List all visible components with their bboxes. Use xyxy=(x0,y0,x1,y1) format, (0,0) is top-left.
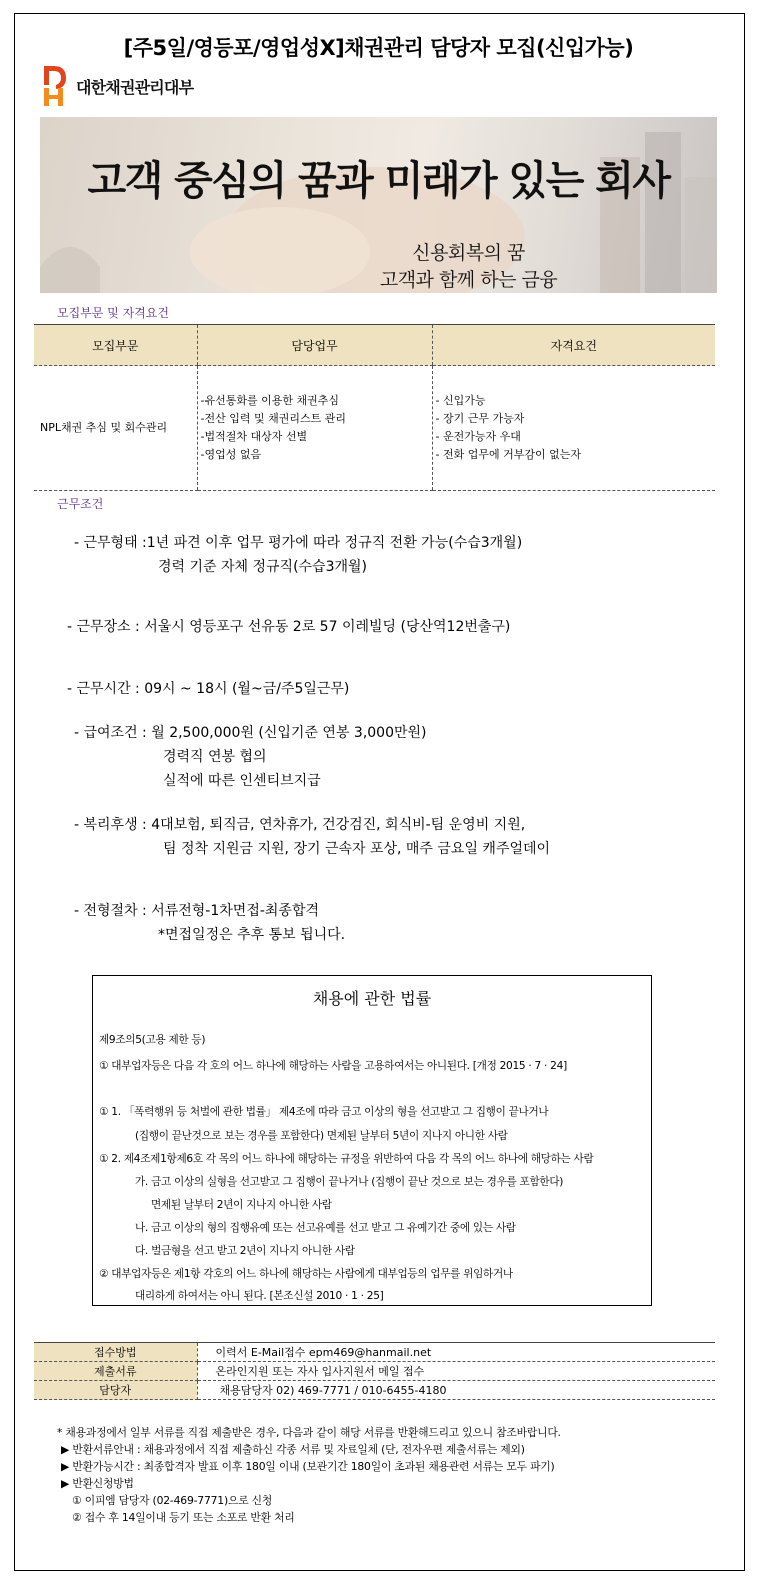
documents-value: 온라인지원 또는 자사 입사지원서 메일 접수 xyxy=(197,1362,715,1381)
page-title: [주5일/영등포/영업성X]채권관리 담당자 모집(신입가능) xyxy=(123,36,634,60)
documents-label: 제출서류 xyxy=(34,1362,197,1381)
work-type-detail: 경력 기준 자체 정규직(수습3개월) xyxy=(158,559,367,575)
welfare: - 복리후생 : 4대보험, 퇴직금, 연차휴가, 건강검진, 회식비-팀 운영비 지원, xyxy=(74,817,526,833)
application-table xyxy=(34,1342,715,1400)
duty-item: -유선통화를 이용한 채권추심 xyxy=(200,394,339,407)
qualifications-cell xyxy=(432,366,715,491)
duty-item: -영업성 없음 xyxy=(200,448,262,461)
salary: - 급여조건 : 월 2,500,000원 (신입기준 연봉 3,000만원) xyxy=(74,725,427,741)
law-line: ① 1. 「폭력행위 등 처벌에 관한 법률」 제4조에 따라 금고 이상의 형을 선고받고 그 집행이 끝나거나 xyxy=(99,1106,549,1118)
law-line: ① 2. 제4조제1항제6호 각 목의 어느 하나에 해당하는 규정을 위반하여 다음 각 목의 어느 하나에 해당하는 사람 xyxy=(99,1153,594,1165)
law-title: 채용에 관한 법률 xyxy=(312,989,432,1008)
law-line: ① 대부업자등은 다음 각 호의 어느 하나에 해당하는 사람을 고용하여서는 아니된다. [개정 2015 · 7 · 24] xyxy=(99,1060,567,1072)
notice-line: ① 이피엠 담당자 (02-469-7771)으로 신청 xyxy=(72,1494,273,1507)
law-line: 가. 금고 이상의 실형을 선고받고 그 집행이 끝나거나 (집행이 끝난 것으로 보는 경우를 포함한다) xyxy=(135,1176,564,1188)
salary-detail-1: 경력직 연봉 협의 xyxy=(163,749,267,765)
work-location: - 근무장소 : 서울시 영등포구 선유동 2로 57 이레빌딩 (당산역12번출구) xyxy=(67,619,511,635)
header-field: 모집부문 xyxy=(34,325,197,366)
apply-method-label: 접수방법 xyxy=(34,1343,197,1362)
qualification-item: - 운전가능자 우대 xyxy=(435,430,521,443)
dh-logo-icon xyxy=(42,64,68,108)
qualification-item: - 신입가능 xyxy=(435,394,486,407)
selection-process: - 전형절차 : 서류전형-1차면접-최종합격 xyxy=(74,903,319,919)
interview-notice: *면접일정은 추후 통보 됩니다. xyxy=(158,927,346,943)
notice-line: ▶ 반환서류안내 : 채용과정에서 직접 제출하신 각종 서류 및 자료일체 (단, 전자우편 제출서류는 제외) xyxy=(61,1443,525,1456)
table-header-row xyxy=(34,325,715,366)
contact-value: 채용담당자 02) 469-7771 / 010-6455-4180 xyxy=(197,1381,715,1400)
law-line: 면제된 날부터 2년이 지나지 아니한 사람 xyxy=(151,1199,332,1211)
requirements-section-label: 모집부문 및 자격요건 xyxy=(57,306,169,320)
qualification-item: - 장기 근무 가능자 xyxy=(435,412,525,425)
requirements-table xyxy=(34,324,715,491)
welfare-detail: 팀 정착 지원금 지원, 장기 근속자 포상, 매주 금요일 캐주얼데이 xyxy=(163,841,551,857)
banner-subtitle-1: 신용회복의 꿈 xyxy=(412,242,525,264)
law-line: 다. 벌금형을 선고 받고 2년이 지나지 아니한 사람 xyxy=(135,1245,355,1257)
qualification-item: - 전화 업무에 거부감이 없는자 xyxy=(435,448,581,461)
company-name: 대한채권관리대부 xyxy=(76,77,194,97)
company-logo xyxy=(42,64,193,108)
duties-cell xyxy=(197,366,432,491)
duty-item: -법적절차 대상자 선별 xyxy=(200,430,308,443)
contact-label: 담당자 xyxy=(34,1381,197,1400)
field-cell: NPL채권 추심 및 회수관리 xyxy=(34,366,197,491)
notice-line: ▶ 반환가능시간 : 최종합격자 발표 이후 180일 이내 (보관기간 180일이 초과된 채용관련 서류는 모두 파기) xyxy=(61,1460,555,1473)
header-qualifications: 자격요건 xyxy=(432,325,715,366)
salary-detail-2: 실적에 따른 인센티브지급 xyxy=(163,773,321,789)
apply-method-value[interactable]: 이력서 E-Mail접수 epm469@hanmail.net xyxy=(197,1343,715,1362)
work-hours: - 근무시간 : 09시 ~ 18시 (월~금/주5일근무) xyxy=(67,681,350,697)
conditions-section-label: 근무조건 xyxy=(57,497,104,511)
law-line: (집행이 끝난것으로 보는 경우를 포함한다) 면제된 날부터 5년이 지나지 아니한 사람 xyxy=(135,1130,508,1142)
hero-banner xyxy=(40,117,717,293)
duty-item: -전산 입력 및 채권리스트 관리 xyxy=(200,412,346,425)
law-line: ② 대부업자등은 제1항 각호의 어느 하나에 해당하는 사람에게 대부업등의 업무를 위임하거나 xyxy=(99,1268,513,1280)
table-row xyxy=(34,1343,715,1362)
law-box xyxy=(92,975,652,1306)
table-row xyxy=(34,366,715,491)
notice-line: ▶ 반환신청방법 xyxy=(61,1477,134,1490)
law-line: 대리하게 하여서는 아니 된다. [본조신설 2010 · 1 · 25] xyxy=(135,1290,384,1302)
law-line: 제9조의5(고용 제한 등) xyxy=(99,1034,206,1046)
work-type: - 근무형태 :1년 파견 이후 업무 평가에 따라 정규직 전환 가능(수습3개월) xyxy=(74,535,523,551)
notice-line: * 채용과정에서 일부 서류를 직접 제출받은 경우, 다음과 같이 해당 서류를 반환해드리고 있으니 참조바랍니다. xyxy=(57,1426,561,1439)
table-row xyxy=(34,1362,715,1381)
notice-line: ② 접수 후 14일이내 등기 또는 소포로 반환 처리 xyxy=(72,1511,295,1524)
table-row xyxy=(34,1381,715,1400)
header-duties: 담당업무 xyxy=(197,325,432,366)
banner-subtitle-2: 고객과 함께 하는 금융 xyxy=(379,269,558,291)
banner-headline: 고객 중심의 꿈과 미래가 있는 회사 xyxy=(87,158,670,204)
law-line: 나. 금고 이상의 형의 집행유예 또는 선고유예를 선고 받고 그 유예기간 중에 있는 사람 xyxy=(135,1222,516,1234)
